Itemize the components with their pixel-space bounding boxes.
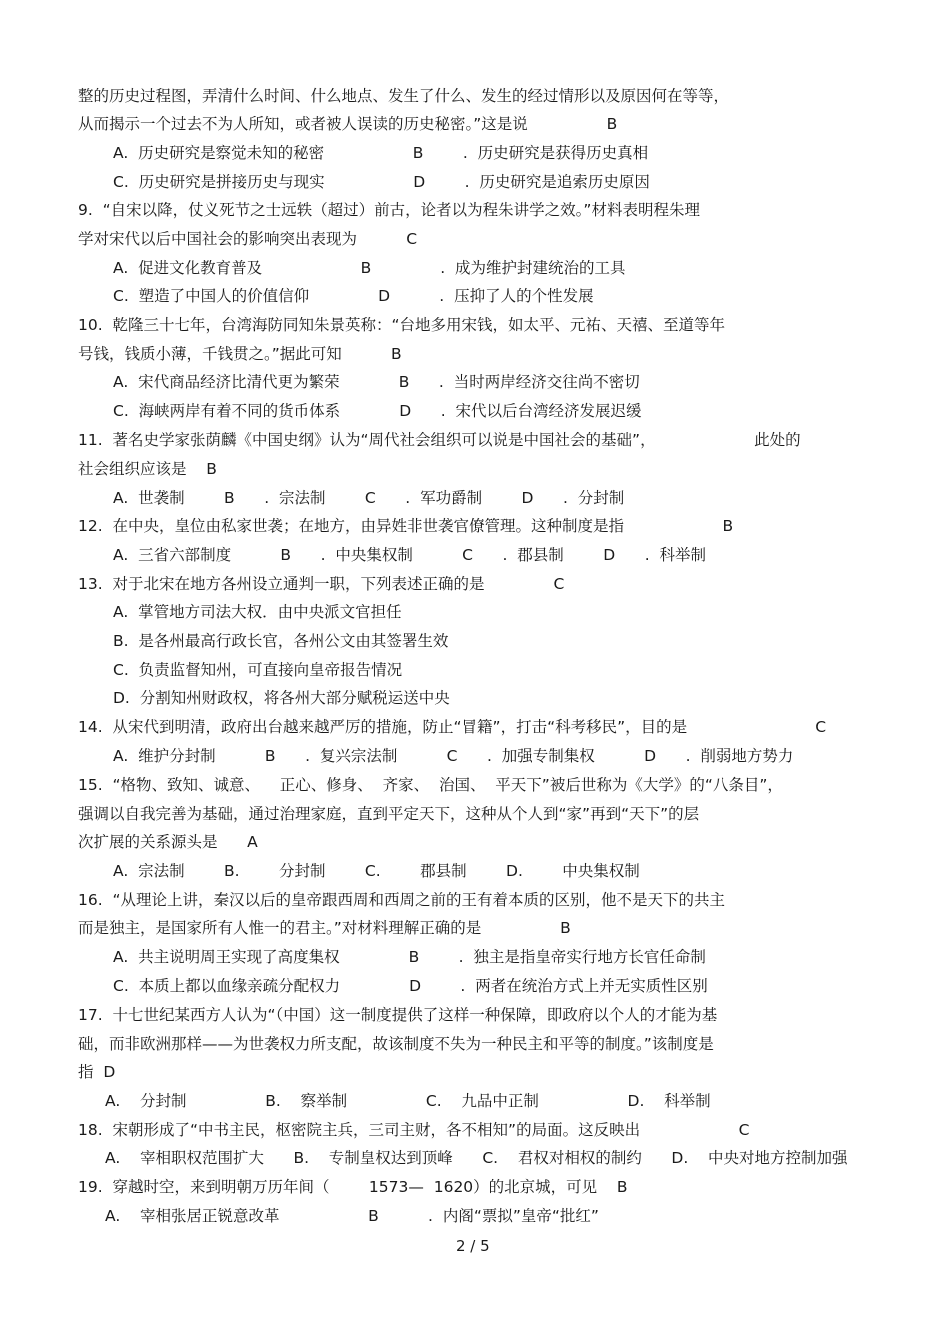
- option-line: C. 负责监督知州，可直接向皇帝报告情况: [113, 661, 403, 679]
- option-line: A. 宰相张居正锐意改革 B . 内阁“票拟”皇帝“批红”: [105, 1207, 599, 1225]
- text-line: 学对宋代以后中国社会的影响突出表现为 C: [78, 230, 418, 248]
- option-line: A. 宰相职权范围扩大 B. 专制皇权达到顶峰 C. 君权对相权的制约 D. 中央对地方控制加强: [105, 1149, 848, 1167]
- option-line: D. 分割知州财政权，将各州大部分赋税运送中央: [113, 689, 450, 707]
- option-line: A. 历史研究是察觉未知的秘密 B . 历史研究是获得历史真相: [113, 144, 649, 162]
- text-line: 础，而非欧洲那样——为世袭权力所支配，故该制度不失为一种民主和平等的制度。”该制度是: [78, 1035, 714, 1053]
- question-19: 19. 穿越时空，来到明朝万历年间（ 1573— 1620）的北京城，可见 B: [78, 1178, 628, 1196]
- text-line: 指 D: [78, 1063, 116, 1081]
- option-line: A. 宋代商品经济比清代更为繁荣 B . 当时两岸经济交往尚不密切: [113, 373, 640, 391]
- option-line: A. 分封制 B. 察举制 C. 九品中正制 D. 科举制: [105, 1092, 711, 1110]
- option-line: C. 海峡两岸有着不同的货币体系 D . 宋代以后台湾经济发展迟缓: [113, 402, 642, 420]
- question-16: 16. “从理论上讲，秦汉以后的皇帝跟西周和西周之前的王有着本质的区别，他不是天下的共主: [78, 891, 726, 909]
- question-10: 10. 乾隆三十七年，台湾海防同知朱景英称：“台地多用宋钱，如太平、元祐、天禧、至道等年: [78, 316, 726, 334]
- option-line: A. 掌管地方司法大权．由中央派文官担任: [113, 603, 402, 621]
- option-line: A. 共主说明周王实现了高度集权 B . 独主是指皇帝实行地方长官任命制: [113, 948, 706, 966]
- text-line: 从而揭示一个过去不为人所知，或者被人误读的历史秘密。”这是说 B: [78, 115, 618, 133]
- page-number: 2 / 5: [456, 1237, 490, 1255]
- text-line: 次扩展的关系源头是 A: [78, 833, 258, 851]
- question-14: 14. 从宋代到明清，政府出台越来越严厉的措施，防止“冒籍”，打击“科考移民”，目的是 C: [78, 718, 827, 736]
- question-17: 17. 十七世纪某西方人认为“（中国）这一制度提供了这样一种保障，即政府以个人的才能为基: [78, 1006, 718, 1024]
- text-line: 整的历史过程图，弄清什么时间、什么地点、发生了什么、发生的经过情形以及原因何在等等，: [78, 87, 730, 105]
- option-line: C. 本质上都以血缘亲疏分配权力 D . 两者在统治方式上并无实质性区别: [113, 977, 708, 995]
- question-13: 13. 对于北宋在地方各州设立通判一职，下列表述正确的是 C: [78, 575, 565, 593]
- text-line: 而是独主，是国家所有人惟一的君主。”对材料理解正确的是 B: [78, 919, 571, 937]
- text-line: 号钱，钱质小薄，千钱贯之。”据此可知 B: [78, 345, 402, 363]
- option-line: C. 塑造了中国人的价值信仰 D . 压抑了人的个性发展: [113, 287, 594, 305]
- option-line: A. 维护分封制 B . 复兴宗法制 C . 加强专制集权 D . 削弱地方势力: [113, 747, 794, 765]
- option-line: A. 世袭制 B . 宗法制 C . 军功爵制 D . 分封制: [113, 489, 625, 507]
- text-line: 强调以自我完善为基础，通过治理家庭，直到平定天下，这种从个人到“家”再到“天下”的层: [78, 805, 700, 823]
- question-15: 15. “格物、致知、诚意、 正心、修身、 齐家、 治国、 平天下”被后世称为《大学》的“八条目”，: [78, 776, 783, 794]
- option-line: A. 宗法制 B. 分封制 C. 郡县制 D. 中央集权制: [113, 862, 640, 880]
- option-line: A. 促进文化教育普及 B . 成为维护封建统治的工具: [113, 259, 626, 277]
- question-18: 18. 宋朝形成了“中书主民，枢密院主兵，三司主财，各不相知”的局面。这反映出 C: [78, 1121, 750, 1139]
- question-12: 12. 在中央，皇位由私家世袭；在地方，由异姓非世袭官僚管理。这种制度是指 B: [78, 517, 734, 535]
- question-9: 9. “自宋以降，仗义死节之士远轶（超过）前古，论者以为程朱讲学之效。”材料表明程朱理: [78, 201, 700, 219]
- text-line: 社会组织应该是 B: [78, 460, 217, 478]
- option-line: A. 三省六部制度 B . 中央集权制 C . 郡县制 D . 科举制: [113, 546, 706, 564]
- option-line: B. 是各州最高行政长官，各州公文由其签署生效: [113, 632, 449, 650]
- option-line: C. 历史研究是拼接历史与现实 D . 历史研究是追索历史原因: [113, 173, 650, 191]
- question-11: 11. 著名史学家张荫麟《中国史纲》认为“周代社会组织可以说是中国社会的基础”， 此处的: [78, 431, 801, 449]
